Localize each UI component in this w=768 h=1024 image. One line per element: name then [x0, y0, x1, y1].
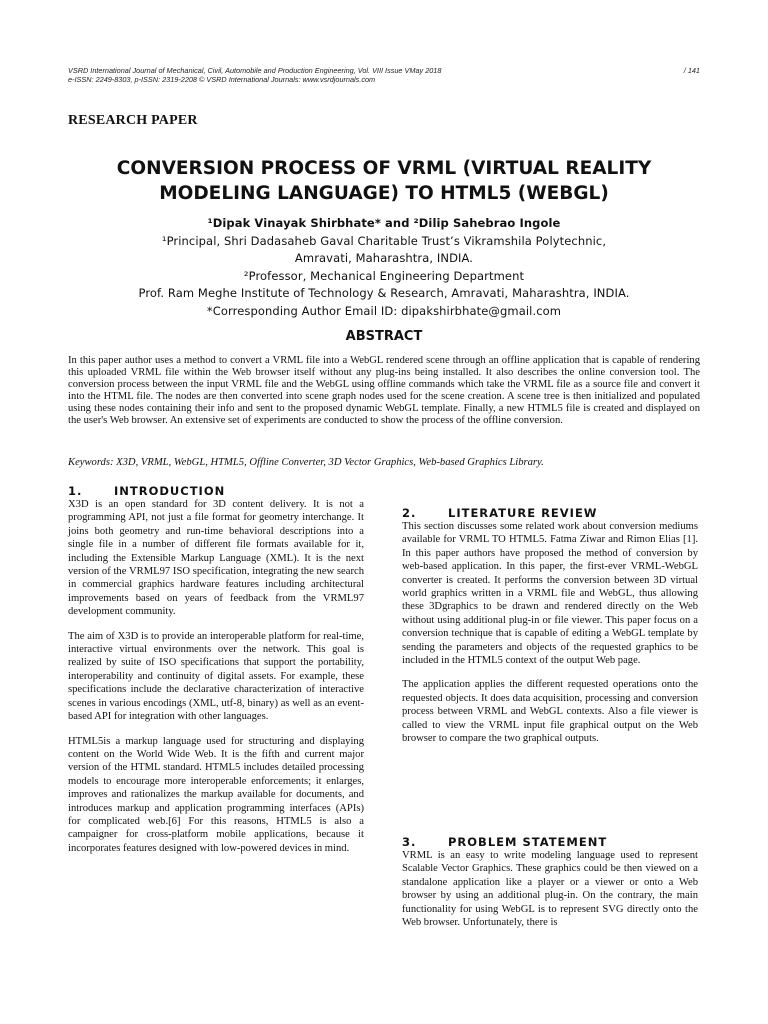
- section-number: 2.: [402, 506, 417, 520]
- running-header: [68, 66, 700, 84]
- abstract-heading: ABSTRACT: [345, 329, 423, 344]
- journal-line: VSRD International Journal of Mechanical, Civil, Automobile and Production Engineering, Vol. VIII Issue VMay 2018: [68, 66, 442, 75]
- section-heading-introduction: [68, 484, 364, 498]
- affiliation-1-line-1: ¹Principal, Shri Dadasaheb Gaval Charitable Trust’s Vikramshila Polytechnic,: [161, 233, 607, 248]
- author-block: [68, 215, 700, 320]
- right-column-problem: [402, 835, 698, 929]
- right-column-literature: [402, 506, 698, 746]
- section-title: LITERATURE REVIEW: [448, 506, 598, 520]
- affiliation-2-line-2: Prof. Ram Meghe Institute of Technology & Research, Amravati, Maharashtra, INDIA.: [138, 286, 630, 300]
- author-names: ¹Dipak Vinayak Shirbhate* and ²Dilip Sahebrao Ingole: [207, 216, 561, 230]
- intro-paragraph-1: X3D is an open standard for 3D content delivery. It is not a programming API, not just a file format for geometry interchange. It joins both geometry and run-time behavioral descriptions into a single file in a number of different file formats available for it, including the Extensible Markup Language (XML). It is the next version of the VRML97 ISO specification, integrating the new search in commercial graphics hardware features including architectural improvements based on years of feedback from the VRML97 development community.: [68, 499, 364, 618]
- issn-line: e-ISSN: 2249-8303, p-ISSN: 2319-2208 © VSRD International Journals: www.vsrdjournals.com: [68, 75, 376, 84]
- keywords: Keywords: X3D, VRML, WebGL, HTML5, Offline Converter, 3D Vector Graphics, Web-based Graphics Library.: [68, 457, 544, 468]
- literature-paragraph-1: This section discusses some related work about conversion mediums available for VRML TO HTML5. Fatma Ziwar and Rimon Elias [1]. In this paper authors have proposed the method of conversion by web-based application. In this paper, the first-ever VRML-WebGL converter is created. It performs the conversion between 3D virtual world graphics written in a VRML file and WebGL, thus allowing these 3Dgraphics to be drawn and rendered directly on the Web without using additional plug-in or file viewer. This paper focus on a conversion technique that is capable of editing a WebGL template by sending the parameters and objects of the requested graphics to be included in the HTML5 context of the output Web page.: [402, 521, 698, 667]
- section-title: INTRODUCTION: [114, 484, 226, 498]
- section-heading-literature-review: [402, 506, 698, 520]
- page-number: / 141: [683, 66, 700, 75]
- intro-paragraph-2: The aim of X3D is to provide an interoperable platform for real-time, interactive virtual environments over the network. This goal is realized by suite of ISO specifications that support the portability, interoperability and continuity of digital assets. For example, these specifications include the declarative characterization of interactive scenes in various encodings (XML, utf-8, binary) as well as an event-based API for integration with other languages.: [68, 630, 364, 723]
- intro-paragraph-3: HTML5is a markup language used for structuring and displaying content on the World Wide Web. It is the fifth and current major version of the HTML standard. HTML5 includes detailed processing models to encourage more interoperable enforcements; it enlarges, improves and rationalizes the markup available for documents, and introduces markup and application programming interfaces (APIs) for complicated web.[6] For this reasons, HTML5 is also a campaigner for cross-platform mobile applications, because it incorporates features designed with low-powered devices in mind.: [68, 735, 364, 854]
- left-column: [68, 484, 364, 855]
- affiliation-1-line-2: Amravati, Maharashtra, INDIA.: [294, 251, 474, 265]
- section-title: PROBLEM STATEMENT: [448, 835, 608, 849]
- abstract-text: In this paper author uses a method to convert a VRML file into a WebGL rendered scene through an offline application that is capable of rendering this uploaded VRML file within the Web browser itself without any plug-ins being installed. It also describes the online conversion tool. The conversion process between the input VRML file and the WebGL using offline commands which take the VRML file as a source file and convert it into the HTML file. The nodes are then converted into scene graph nodes used for the scene creation. A scene tree is then initialized and populated using these nodes containing their info and sent to the proposed dynamic WebGL template. Finally, a new HTML5 file is created and displayed on the user's Web browser. An extensive set of experiments are conducted to show the process of the offline conversion.: [68, 355, 700, 426]
- section-number: 1.: [68, 484, 83, 498]
- section-number: 3.: [402, 835, 417, 849]
- section-heading-problem-statement: [402, 835, 698, 849]
- literature-paragraph-2: The application applies the different requested operations onto the requested objects. It does data acquisition, processing and conversion process between VRML and WebGL contexts. Also a file viewer is called to view the VRML input file graphical output on the Web browser to compare the two graphical outputs.: [402, 679, 698, 745]
- paper-type-label: RESEARCH PAPER: [68, 113, 198, 128]
- paper-title: CONVERSION PROCESS OF VRML (VIRTUAL REALITY MODELING LANGUAGE) TO HTML5 (WEBGL): [116, 158, 652, 204]
- corresponding-author: *Corresponding Author Email ID: dipakshirbhate@gmail.com: [206, 303, 562, 318]
- problem-paragraph-1: VRML is an easy to write modeling language used to represent Scalable Vector Graphics. These graphics could be then viewed on a standalone application like a player or a viewer or onto a Web browser by using an additional plug-in. On the contrary, the main functionality for using WebGL is to represent SVG directly onto the Web browser. Unfortunately, there is: [402, 850, 698, 929]
- affiliation-2-line-1: ²Professor, Mechanical Engineering Department: [243, 268, 525, 283]
